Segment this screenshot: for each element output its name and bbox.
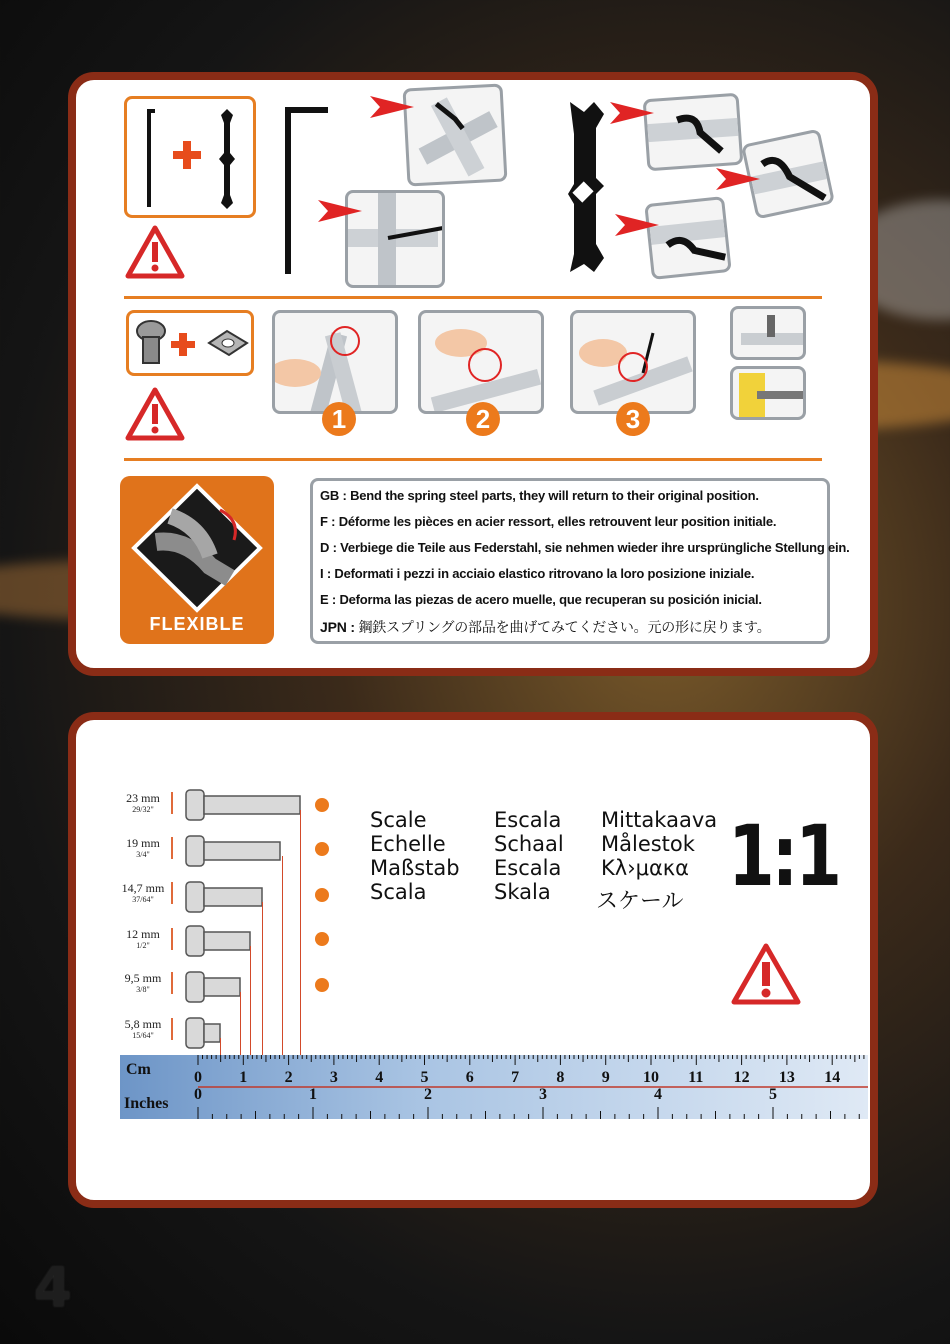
bullet-dot	[315, 978, 329, 992]
assembled-part-image	[730, 306, 806, 360]
arrow-icon	[716, 166, 760, 192]
step-number-1: 1	[322, 402, 356, 436]
warning-icon	[730, 942, 802, 1008]
ruler-ticks	[120, 1055, 868, 1119]
measure-line	[250, 946, 251, 1060]
ruler-inch-label: Inches	[124, 1095, 169, 1112]
instruction-i: I : Deformati i pezzi in acciaio elastico ritrovano la loro posizione iniziale.	[320, 566, 755, 581]
scale-word: Scala	[370, 880, 427, 904]
assembly-step-image	[570, 310, 696, 414]
measure-line	[262, 902, 263, 1060]
cm-number: 11	[688, 1069, 704, 1086]
scale-word: Escala	[494, 808, 562, 832]
cm-number: 14	[824, 1069, 841, 1086]
cm-number: 6	[465, 1069, 474, 1086]
flexible-badge	[120, 476, 274, 644]
cm-number: 7	[511, 1069, 520, 1086]
measure-line	[240, 992, 241, 1060]
inch-number: 0	[194, 1086, 202, 1103]
step-number-2: 2	[466, 402, 500, 436]
screw-19mm	[186, 836, 280, 866]
section-divider	[124, 296, 822, 299]
instruction-gb: GB : Bend the spring steel parts, they will return to their original position.	[320, 488, 759, 503]
cm-number: 9	[601, 1069, 610, 1086]
scale-word: Skala	[494, 880, 551, 904]
flexible-label: FLEXIBLE	[149, 614, 245, 634]
hex-key-usage-image	[403, 83, 508, 186]
scale-ratio: 1:1	[728, 807, 839, 905]
scale-word: Maßstab	[370, 856, 460, 880]
inch-number: 2	[424, 1086, 432, 1103]
assembly-step-image	[418, 310, 544, 414]
scale-word: Målestok	[601, 832, 695, 856]
assembled-part-image	[730, 366, 806, 420]
scale-word: Mittakaava	[601, 808, 718, 832]
cm-number: 4	[375, 1069, 384, 1086]
assembly-step-image	[272, 310, 398, 414]
arrow-icon	[318, 198, 362, 224]
screw-size-label: 19 mm 3/4"	[115, 837, 173, 859]
inch-number: 1	[309, 1086, 317, 1103]
scale-word: Kλ›μακα	[601, 856, 690, 880]
cm-number: 3	[329, 1069, 338, 1086]
screw-size-label: 9,5 mm 3/8"	[115, 972, 173, 994]
screw-23mm	[186, 790, 300, 820]
measure-line	[300, 810, 301, 1060]
inch-number: 3	[539, 1086, 547, 1103]
warning-icon	[124, 386, 186, 442]
instruction-f: F : Déforme les pièces en acier ressort, elles retrouvent leur position initiale.	[320, 514, 777, 529]
screw-9-5mm	[186, 972, 240, 1002]
screw-illustrations	[184, 786, 314, 1056]
cm-number: 10	[643, 1069, 659, 1086]
instruction-jpn: JPN : 鋼鉄スプリングの部品を曲げてみてください。元の形に戻ります。	[320, 619, 771, 636]
arrow-icon	[610, 100, 654, 126]
screw-size-label: 5,8 mm 15/64"	[115, 1018, 173, 1040]
wrench-usage-image	[643, 93, 744, 172]
bullet-dot	[315, 888, 329, 902]
screw-14-7mm	[186, 882, 262, 912]
warning-icon	[124, 224, 186, 280]
wrench-usage-image	[644, 196, 732, 280]
scale-word: Echelle	[370, 832, 446, 856]
instruction-d: D : Verbiege die Teile aus Federstahl, sie nehmen wieder ihre ursprüngliche Stellung ein.	[320, 540, 850, 555]
screw-nut-box	[126, 310, 254, 376]
screw-size-label: 14,7 mm 37/64"	[115, 882, 173, 904]
cm-number: 5	[420, 1069, 429, 1086]
section-divider	[124, 458, 822, 461]
inch-number: 5	[769, 1086, 777, 1103]
tools-box	[124, 96, 256, 218]
bullet-dot	[315, 842, 329, 856]
inch-number: 4	[654, 1086, 662, 1103]
scale-word: Schaal	[494, 832, 564, 856]
instruction-e: E : Deforma las piezas de acero muelle, que recuperan su posición inicial.	[320, 592, 762, 607]
cm-number: 12	[733, 1069, 750, 1086]
hex-key-plus-wrench-icon	[127, 99, 253, 215]
flexible-parts-icon	[120, 476, 274, 616]
screw-size-label: 12 mm 1/2"	[115, 928, 173, 950]
wrench-icon	[562, 98, 612, 280]
cm-number: 13	[778, 1069, 795, 1086]
cm-number: 2	[284, 1069, 293, 1086]
scale-word: Scale	[370, 808, 427, 832]
cm-number: 8	[556, 1069, 565, 1086]
screw-5-8mm	[186, 1018, 220, 1048]
ruler	[120, 1055, 868, 1119]
bullet-dot	[315, 932, 329, 946]
screw-12mm	[186, 926, 250, 956]
arrow-icon	[615, 212, 659, 238]
arrow-icon	[370, 94, 414, 120]
hex-key-icon	[278, 104, 338, 280]
page-number: 4	[34, 1256, 72, 1319]
screw-size-label: 23 mm 29/32"	[115, 792, 173, 814]
ruler-cm-label: Cm	[126, 1061, 151, 1078]
scale-word: スケール	[596, 889, 684, 914]
cm-number: 0	[194, 1069, 202, 1086]
cm-number: 1	[239, 1069, 248, 1086]
step-number-3: 3	[616, 402, 650, 436]
screw-plus-nut-icon	[129, 313, 251, 373]
measure-line	[282, 856, 283, 1060]
scale-word: Escala	[494, 856, 562, 880]
bullet-dot	[315, 798, 329, 812]
